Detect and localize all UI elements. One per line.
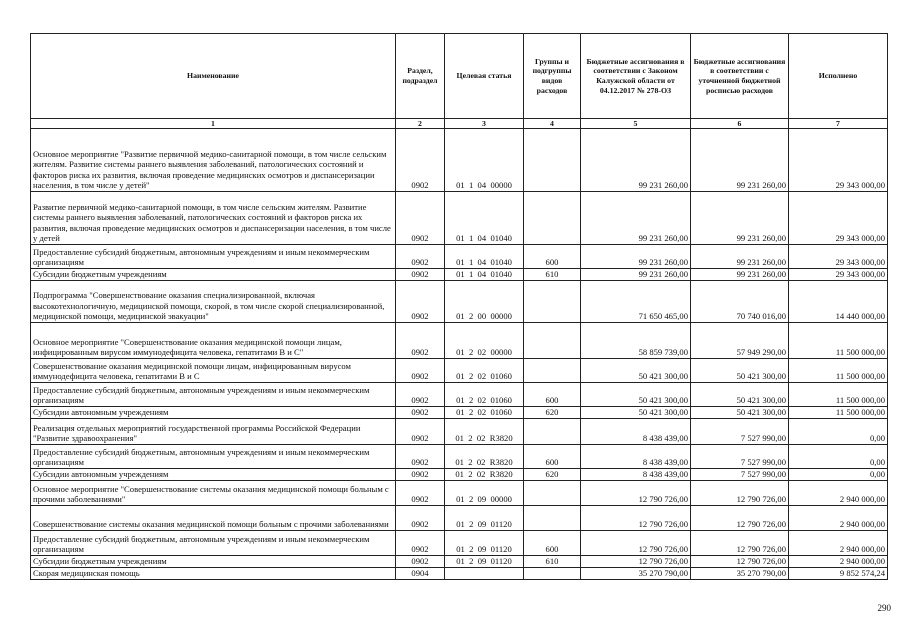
row-section: 0902: [396, 419, 445, 445]
row-section: 0902: [396, 556, 445, 568]
table-row: [31, 281, 888, 323]
row-executed: 29 343 000,00: [789, 192, 888, 245]
row-law: 99 231 260,00: [581, 269, 691, 281]
row-section: 0904: [396, 568, 445, 580]
row-section: 0902: [396, 481, 445, 506]
row-target: 01 2 09 01120: [445, 506, 524, 531]
row-name: Субсидии бюджетным учреждениям: [31, 556, 396, 568]
row-group: 610: [524, 556, 581, 568]
header-section: Раздел, подраздел: [396, 34, 445, 119]
row-schedule: 99 231 260,00: [691, 269, 789, 281]
row-target: [445, 568, 524, 580]
row-section: 0902: [396, 192, 445, 245]
page-number: 290: [877, 603, 891, 613]
row-executed: 0,00: [789, 419, 888, 445]
row-group: [524, 192, 581, 245]
table-row: [31, 192, 888, 245]
table-row: [31, 269, 888, 281]
row-schedule: 99 231 260,00: [691, 129, 789, 192]
row-executed: 0,00: [789, 445, 888, 469]
row-group: 600: [524, 245, 581, 269]
header-law: Бюджетные ассигнования в соответствии с Законом Калужской области от 04.12.2017 № 278-ОЗ: [581, 34, 691, 119]
row-schedule: 50 421 300,00: [691, 359, 789, 383]
row-schedule: 99 231 260,00: [691, 245, 789, 269]
row-name: Предоставление субсидий бюджетным, автономным учреждениям и иным некоммерческим организациям: [31, 383, 396, 407]
row-section: 0902: [396, 245, 445, 269]
row-group: [524, 281, 581, 323]
table-header-row: [31, 34, 888, 119]
row-schedule: 57 949 290,00: [691, 323, 789, 359]
row-target: 01 1 04 01040: [445, 269, 524, 281]
column-numbers-row: [31, 119, 888, 129]
row-executed: 29 343 000,00: [789, 245, 888, 269]
row-executed: 11 500 000,00: [789, 323, 888, 359]
row-name: Основное мероприятие "Развитие первичной медико-санитарной помощи, в том числе сельским жителям. Развитие системы раннего выявления заболеваний, патологических состояний и факторов риска их развития, включая проведение медицинских осмотров и диспансеризации населения, в том числе у детей": [31, 129, 396, 192]
row-target: 01 2 09 01120: [445, 556, 524, 568]
row-law: 50 421 300,00: [581, 359, 691, 383]
row-name: Субсидии бюджетным учреждениям: [31, 269, 396, 281]
row-group: 600: [524, 445, 581, 469]
table-row: [31, 469, 888, 481]
row-law: 58 859 739,00: [581, 323, 691, 359]
row-schedule: 99 231 260,00: [691, 192, 789, 245]
row-name: Предоставление субсидий бюджетным, автономным учреждениям и иным некоммерческим организациям: [31, 531, 396, 556]
row-group: 610: [524, 269, 581, 281]
row-schedule: 12 790 726,00: [691, 556, 789, 568]
row-target: 01 2 02 R3820: [445, 419, 524, 445]
column-number: 7: [789, 119, 888, 129]
row-law: 71 650 465,00: [581, 281, 691, 323]
row-name: Основное мероприятие "Совершенствование системы оказания медицинской помощи больным с прочими заболеваниями": [31, 481, 396, 506]
row-law: 8 438 439,00: [581, 445, 691, 469]
row-executed: 2 940 000,00: [789, 556, 888, 568]
row-name: Скорая медицинская помощь: [31, 568, 396, 580]
row-name: Развитие первичной медико-санитарной помощи, в том числе сельским жителям. Развитие системы раннего выявления заболеваний, патологических состояний и факторов риска их развития, включая проведение медицинских осмотров и диспансеризации населения, в том числе у детей: [31, 192, 396, 245]
row-law: 8 438 439,00: [581, 469, 691, 481]
row-target: 01 2 02 R3820: [445, 469, 524, 481]
row-executed: 11 500 000,00: [789, 407, 888, 419]
row-target: 01 2 02 01060: [445, 359, 524, 383]
column-number: 4: [524, 119, 581, 129]
table-row: [31, 419, 888, 445]
row-name: Реализация отдельных мероприятий государственной программы Российской Федерации "Развитие здравоохранения": [31, 419, 396, 445]
row-law: 99 231 260,00: [581, 192, 691, 245]
header-target: Целевая статья: [445, 34, 524, 119]
row-section: 0902: [396, 506, 445, 531]
row-law: 8 438 439,00: [581, 419, 691, 445]
row-group: 620: [524, 407, 581, 419]
table-row: [31, 481, 888, 506]
row-name: Субсидии автономным учреждениям: [31, 469, 396, 481]
table-row: [31, 359, 888, 383]
row-group: [524, 506, 581, 531]
row-law: 12 790 726,00: [581, 531, 691, 556]
row-section: 0902: [396, 531, 445, 556]
column-number: 3: [445, 119, 524, 129]
row-section: 0902: [396, 323, 445, 359]
row-group: [524, 481, 581, 506]
row-section: 0902: [396, 407, 445, 419]
row-name: Основное мероприятие "Совершенствование оказания медицинской помощи лицам, инфицированным вирусом иммунодефицита человека, гепатитами В и С": [31, 323, 396, 359]
column-number: 6: [691, 119, 789, 129]
row-target: 01 2 09 01120: [445, 531, 524, 556]
row-target: 01 2 09 00000: [445, 481, 524, 506]
row-group: [524, 129, 581, 192]
row-name: Субсидии автономным учреждениям: [31, 407, 396, 419]
row-law: 12 790 726,00: [581, 556, 691, 568]
row-name: Предоставление субсидий бюджетным, автономным учреждениям и иным некоммерческим организациям: [31, 445, 396, 469]
row-executed: 2 940 000,00: [789, 481, 888, 506]
row-schedule: 12 790 726,00: [691, 531, 789, 556]
row-name: Совершенствование системы оказания медицинской помощи больным с прочими заболеваниями: [31, 506, 396, 531]
row-executed: 2 940 000,00: [789, 506, 888, 531]
row-target: 01 2 02 01060: [445, 383, 524, 407]
row-target: 01 1 04 01040: [445, 192, 524, 245]
table-row: [31, 407, 888, 419]
row-section: 0902: [396, 359, 445, 383]
row-group: 620: [524, 469, 581, 481]
row-group: [524, 323, 581, 359]
row-executed: 29 343 000,00: [789, 129, 888, 192]
table-row: [31, 445, 888, 469]
row-schedule: 35 270 790,00: [691, 568, 789, 580]
header-name: Наименование: [31, 34, 396, 119]
row-executed: 11 500 000,00: [789, 383, 888, 407]
column-number: 1: [31, 119, 396, 129]
table-row: [31, 323, 888, 359]
table-row: [31, 531, 888, 556]
row-schedule: 70 740 016,00: [691, 281, 789, 323]
table-row: [31, 568, 888, 580]
row-name: Подпрограмма "Совершенствование оказания специализированной, включая высокотехнологичную, медицинской помощи, скорой, в том числе скорой специализированной, медицинской помощи, медицинской эвакуации": [31, 281, 396, 323]
row-law: 99 231 260,00: [581, 129, 691, 192]
table-row: [31, 383, 888, 407]
row-group: 600: [524, 531, 581, 556]
row-group: [524, 568, 581, 580]
row-schedule: 50 421 300,00: [691, 383, 789, 407]
row-section: 0902: [396, 129, 445, 192]
table-row: [31, 556, 888, 568]
row-law: 99 231 260,00: [581, 245, 691, 269]
column-number: 5: [581, 119, 691, 129]
row-group: 600: [524, 383, 581, 407]
row-section: 0902: [396, 445, 445, 469]
header-schedule: Бюджетные ассигнования в соответствии с уточненной бюджетной росписью расходов: [691, 34, 789, 119]
row-group: [524, 419, 581, 445]
table-row: [31, 506, 888, 531]
row-executed: 2 940 000,00: [789, 531, 888, 556]
budget-table: [30, 33, 888, 580]
row-target: 01 1 04 01040: [445, 245, 524, 269]
row-executed: 29 343 000,00: [789, 269, 888, 281]
row-law: 12 790 726,00: [581, 481, 691, 506]
row-law: 50 421 300,00: [581, 407, 691, 419]
row-schedule: 12 790 726,00: [691, 506, 789, 531]
row-law: 35 270 790,00: [581, 568, 691, 580]
row-target: 01 2 02 R3820: [445, 445, 524, 469]
row-name: Совершенствование оказания медицинской помощи лицам, инфицированным вирусом иммунодефицита человека, гепатитами В и С: [31, 359, 396, 383]
row-section: 0902: [396, 281, 445, 323]
row-section: 0902: [396, 469, 445, 481]
header-group: Группы и подгруппы видов расходов: [524, 34, 581, 119]
row-schedule: 12 790 726,00: [691, 481, 789, 506]
row-target: 01 2 02 01060: [445, 407, 524, 419]
row-section: 0902: [396, 383, 445, 407]
row-section: 0902: [396, 269, 445, 281]
row-law: 12 790 726,00: [581, 506, 691, 531]
row-law: 50 421 300,00: [581, 383, 691, 407]
row-executed: 14 440 000,00: [789, 281, 888, 323]
row-name: Предоставление субсидий бюджетным, автономным учреждениям и иным некоммерческим организациям: [31, 245, 396, 269]
row-group: [524, 359, 581, 383]
row-schedule: 7 527 990,00: [691, 469, 789, 481]
table-row: [31, 129, 888, 192]
row-target: 01 2 02 00000: [445, 323, 524, 359]
row-target: 01 1 04 00000: [445, 129, 524, 192]
row-schedule: 7 527 990,00: [691, 445, 789, 469]
table-row: [31, 245, 888, 269]
row-target: 01 2 00 00000: [445, 281, 524, 323]
row-schedule: 50 421 300,00: [691, 407, 789, 419]
row-executed: 9 852 574,24: [789, 568, 888, 580]
row-executed: 11 500 000,00: [789, 359, 888, 383]
row-executed: 0,00: [789, 469, 888, 481]
row-schedule: 7 527 990,00: [691, 419, 789, 445]
column-number: 2: [396, 119, 445, 129]
header-executed: Исполнено: [789, 34, 888, 119]
